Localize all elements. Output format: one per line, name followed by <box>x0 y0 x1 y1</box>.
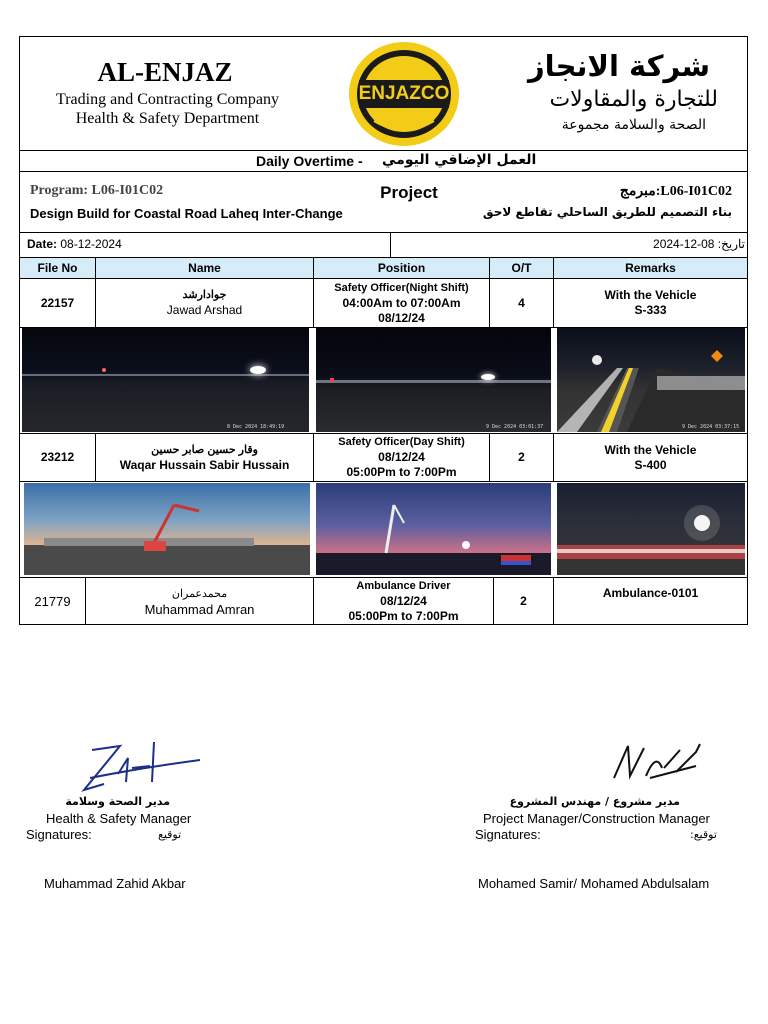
table-row-2-file-no: 23212 <box>40 450 75 464</box>
department-en: Health & Safety Department <box>75 110 260 127</box>
position-time: 05:00Pm to 7:00Pm <box>346 465 457 479</box>
left-title-ar: مدير الصحة وسلامة <box>65 795 170 808</box>
name-en: Waqar Hussain Sabir Hussain <box>119 457 290 472</box>
site-photo-sunset-1 <box>24 483 310 575</box>
remarks-line-1: With the Vehicle <box>604 288 697 302</box>
company-logo <box>348 41 460 147</box>
left-signature-label-ar: توقيع <box>158 828 182 841</box>
column-header-remarks: Remarks <box>554 258 747 278</box>
name-ar: جوادارشد <box>182 289 227 301</box>
table-row-3-remarks: Ambulance-0101 <box>602 585 699 600</box>
table-row-1-ot: 4 <box>518 295 525 310</box>
table-row-1-name <box>96 279 313 327</box>
left-signature-label: Signatures: <box>26 827 92 842</box>
site-photo-night-1 <box>22 328 309 432</box>
program-en: Program: L06-I01C02 <box>30 183 164 198</box>
remarks-line-2: S-333 <box>634 303 667 317</box>
right-signature-label: Signatures: <box>475 827 541 842</box>
name-en: Muhammad Amran <box>144 601 255 617</box>
position-date: 08/12/24 <box>378 450 425 464</box>
photo-timestamp: 9 Dec 2024 03:37:15 <box>682 424 740 430</box>
date-en <box>27 237 122 251</box>
name-ar: وقار حسين صابر حسين <box>151 443 258 456</box>
position-title: Ambulance Driver <box>356 580 451 592</box>
signature-left <box>70 738 210 798</box>
signature-right <box>600 738 710 788</box>
name-en: Jawad Arshad <box>166 303 243 317</box>
right-title-en: Project Manager/Construction Manager <box>483 811 710 826</box>
table-row-2-position <box>314 434 489 481</box>
table-row-1-position <box>314 279 489 327</box>
company-subtitle-ar: للتجارة والمقاولات <box>549 87 718 112</box>
site-photo-dusk-2 <box>316 483 551 575</box>
table-row-3-position <box>314 578 493 625</box>
divider <box>20 171 747 172</box>
divider <box>20 150 747 151</box>
position-time: 04:00Am to 07:00Am <box>342 295 461 310</box>
position-date: 08/12/24 <box>380 594 427 608</box>
company-name-en: AL-ENJAZ <box>97 57 233 87</box>
table-row-3-name <box>86 578 313 625</box>
site-photo-night-4 <box>557 483 745 575</box>
photo-timestamp: 9 Dec 2024 03:01:37 <box>486 424 544 430</box>
date-value-ar: 08-12-2024 <box>653 237 715 251</box>
program-ar: مبرمج:L06-I01C02 <box>619 184 732 199</box>
table-row-3-file-no: 21779 <box>34 594 71 609</box>
right-signature-label-ar: توقيع: <box>690 828 717 841</box>
column-header-name: Name <box>96 258 313 278</box>
company-subtitle-en: Trading and Contracting Company <box>56 91 279 108</box>
title-en: Daily Overtime - <box>256 153 363 169</box>
date-label-en: Date: <box>27 237 58 251</box>
table-row-2-ot: 2 <box>518 450 525 464</box>
photo-timestamp: 8 Dec 2024 18:49:19 <box>227 424 285 430</box>
table-row-3-ot: 2 <box>520 594 527 608</box>
position-date: 08/12/24 <box>378 310 425 325</box>
column-header-file-no: File No <box>20 258 95 278</box>
remarks-line-2: S-400 <box>634 457 667 472</box>
right-title-ar: مدير مشروع / مهندس المشروع <box>509 795 680 808</box>
overtime-sheet <box>19 36 748 625</box>
divider <box>20 232 747 233</box>
project-label: Project <box>380 183 438 202</box>
site-photo-night-2 <box>316 328 551 432</box>
company-name-ar: شركة الانجاز <box>527 49 710 83</box>
logo-text: ENJAZCO <box>358 83 450 104</box>
remarks-line-1: With the Vehicle <box>604 442 697 457</box>
table-row-2-remarks <box>554 434 747 481</box>
project-desc-ar: بناء التصميم للطريق الساحلي تقاطع لاحق <box>482 205 732 219</box>
department-ar: الصحة والسلامة مجموعة <box>561 117 706 133</box>
site-photo-night-3 <box>557 328 745 432</box>
name-ar: محمدعمران <box>171 587 228 600</box>
title-ar: العمل الإضافي اليومي <box>382 152 537 168</box>
date-label-ar: تاريخ: <box>717 237 745 251</box>
right-signatory-name: Mohamed Samir/ Mohamed Abdulsalam <box>478 876 710 891</box>
column-header-position: Position <box>314 258 489 278</box>
position-time: 05:00Pm to 7:00Pm <box>348 609 459 623</box>
position-title: Safety Officer(Night Shift) <box>334 281 469 294</box>
left-signatory-name: Muhammad Zahid Akbar <box>44 876 186 891</box>
table-row-2-name <box>96 434 313 481</box>
date-value-en: 08-12-2024 <box>60 237 122 251</box>
column-header-ot: O/T <box>490 258 553 278</box>
position-title: Safety Officer(Day Shift) <box>338 436 465 448</box>
date-ar <box>580 237 745 251</box>
project-desc-en: Design Build for Coastal Road Laheq Inter-Change <box>30 206 343 221</box>
left-title-en: Health & Safety Manager <box>46 811 192 826</box>
table-row-1-file-no: 22157 <box>40 295 75 310</box>
table-row-1-remarks <box>554 279 747 327</box>
